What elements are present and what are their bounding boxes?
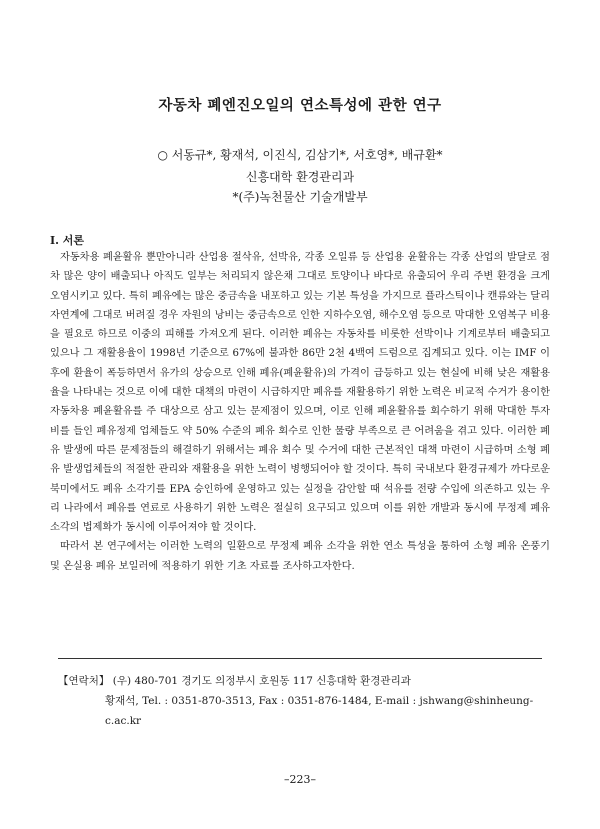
paragraph-1: 자동차용 폐윤활유 뿐만아니라 산업용 절삭유, 선박유, 각종 오일류 등 산업용 윤활유는 각종 산업의 발달로 점차 많은 양이 배출되나 아직도 일부는 처리되지 않은채 그대로 토양이나 바다로 유출되어 우리 주변 환경을 크게 오염시키고 있다. 특히 폐유에는 많은 중금속을 내포하고 있는 기본 특성을 가지므로 플라스틱이나 캔류와는 달리 자연계에 그대로 버려질 경우 자원의 낭비는 중금속으로 인한 지하수오염, 해수오염 등으로 막대한 오염복구 비용을 필요로 하므로 이중의 피해를 가져오게 된다. 이러한 폐유는 자동차를 비롯한 선박이나 기계로부터 배출되고 있으나 그 재활용율이 1998년 기준으로 67%에 불과한 86만 2천 4백여 드럼으로 집계되고 있다. 이는 IMF 이후에 환율이 폭등하면서 유가의 상승으로 인해 폐유(폐윤활유)의 가격이 급등하고 있는 현실에 비해 낮은 재활용율을 나타내는 것으로 이에 대한 대책의 마련이 시급하지만 폐유를 재활용하기 위한 노력은 비교적 수거가 용이한 자동차용 폐윤활유를 주 대상으로 삼고 있는 문제점이 있으며, 이로 인해 폐윤활유를 회수하기 위해 막대한 투자비를 들인 폐유정제 업체들도 약 50% 수준의 폐유 회수로 인한 물량 부족으로 큰 어려움을 겪고 있다. 이러한 폐유 발생에 따른 문제점들의 해결하기 위해서는 폐유 회수 및 수거에 대한 근본적인 대책 마련이 시급하며 소형 폐유 발생업체들의 적절한 관리와 재활용을 위한 노력이 병행되어야 할 것이다. 특히 국내보다 환경규제가 까다로운 북미에서도 폐유 소각기를 EPA 승인하에 운영하고 있는 실정을 감안할 때 석유를 전량 수입에 의존하고 있는 우리 나라에서 폐유를 연료로 사용하기 위한 노력은 절실히 요구되고 있으며 이를 위한 개발과 동시에 무정제 폐유 소각의 법제화가 동시에 이루어져야 할 것이다. (50, 252, 550, 534)
paper-title: 자동차 폐엔진오일의 연소특성에 관한 연구 (158, 97, 442, 114)
author-list: ○ 서동규*, 황재석, 이진식, 김삼기*, 서호영*, 배규환* (157, 148, 443, 162)
contact-address: 【연락처】 (우) 480-701 경기도 의정부시 호원동 117 신흥대학 환경관리과 (58, 675, 411, 687)
affiliation-primary: 신흥대학 환경관리과 (245, 170, 355, 184)
contact-info (58, 671, 558, 731)
contact-details: 황재석, Tel. : 0351-870-3513, Fax : 0351-876-1484, E-mail : jshwang@shinheung-c.ac.kr (105, 695, 534, 727)
introduction-body (50, 248, 550, 576)
footnote-divider (58, 658, 542, 659)
affiliation-secondary: *(주)녹천물산 기술개발부 (232, 190, 368, 204)
section-heading-introduction: I. 서론 (50, 234, 85, 247)
paragraph-2: 따라서 본 연구에서는 이러한 노력의 일환으로 무정제 폐유 소각을 위한 연소 특성을 통하여 소형 폐유 온풍기 및 온실용 폐유 보일러에 적용하기 위한 기초 자료를 조사하고자한다. (50, 541, 550, 572)
page-number: –223– (284, 773, 316, 786)
